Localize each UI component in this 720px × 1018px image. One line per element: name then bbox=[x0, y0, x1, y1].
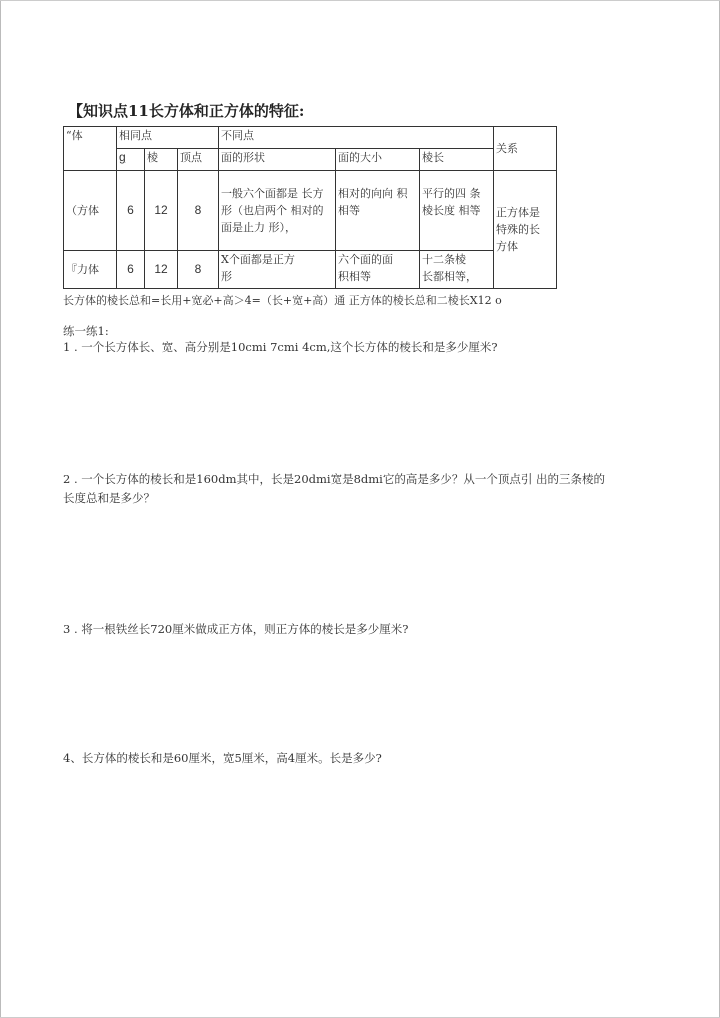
question-2-line: 2 . 一个长方体的棱长和是160dm其中，长是20dmi宽是8dmi它的高是多少？从一个顶点引 出的三条棱的 bbox=[63, 472, 605, 486]
page-border-top bbox=[0, 0, 720, 1]
cube-edge-length bbox=[420, 251, 494, 289]
table-header-row bbox=[64, 127, 557, 149]
relation-cell bbox=[494, 171, 557, 289]
question-3: 3 . 将一根铁丝长720厘米做成正方体，则正方体的棱长是多少厘米? bbox=[63, 622, 409, 636]
cuboid-face-shape bbox=[219, 171, 336, 251]
formula-line: 长方体的棱长总和=长用+宽必+高＞4=（长+宽+高）通 正方体的棱长总和二棱长X12 o bbox=[63, 294, 502, 307]
table-subheader-row bbox=[64, 149, 557, 171]
question-4: 4、长方体的棱长和是60厘米，宽5厘米，高4厘米。长是多少? bbox=[63, 751, 382, 765]
cube-shape-line: X个面都是正方 bbox=[221, 253, 295, 266]
row-name-cuboid: （方体 bbox=[64, 171, 117, 251]
edges-header: 棱 bbox=[145, 149, 178, 171]
cube-size-line: 六个面的面 bbox=[338, 253, 393, 266]
cube-edge-line: 长都相等， bbox=[422, 270, 477, 283]
face-size-header: 面的大小 bbox=[336, 149, 420, 171]
cube-shape-line: 形 bbox=[221, 270, 232, 283]
cuboid-edge-length bbox=[420, 171, 494, 251]
question-1: 1 . 一个长方体长、宽、高分别是10cmi 7cmi 4cm,这个长方体的棱长和是多少厘米? bbox=[63, 340, 498, 354]
page-border-left bbox=[0, 0, 1, 1018]
row-name-cube: 『力体 bbox=[64, 251, 117, 289]
same-points-header: 相同点 bbox=[117, 127, 219, 149]
faces-header: g bbox=[119, 150, 126, 164]
face-shape-header: 面的形状 bbox=[219, 149, 336, 171]
table-row-cube bbox=[64, 251, 557, 289]
cuboid-edges: 12 bbox=[145, 171, 178, 251]
diff-points-header: 不同点 bbox=[219, 127, 494, 149]
cube-edge-line: 十二条棱 bbox=[422, 253, 466, 266]
table-corner-cell: “体 bbox=[64, 127, 117, 171]
cuboid-vertices: 8 bbox=[178, 171, 219, 251]
cube-face-shape bbox=[219, 251, 336, 289]
relation-line: 特殊的长 bbox=[496, 223, 540, 236]
section-heading: 【知识点11长方体和正方体的特征: bbox=[68, 102, 305, 120]
relation-line: 方体 bbox=[496, 240, 518, 253]
table-row-cuboid bbox=[64, 171, 557, 251]
cuboid-edge-line: 平行的四 条 bbox=[422, 187, 481, 200]
practice-title: 练一练1: bbox=[63, 324, 109, 338]
cuboid-edge-line: 棱长度 相等 bbox=[422, 204, 481, 217]
cuboid-faces: 6 bbox=[117, 171, 145, 251]
cuboid-size-line: 相对的向向 积 bbox=[338, 187, 408, 200]
cube-face-size bbox=[336, 251, 420, 289]
vertices-header: 顶点 bbox=[178, 149, 219, 171]
relation-header: 关系 bbox=[494, 127, 557, 171]
question-2-line: 长度总和是多少？ bbox=[63, 491, 155, 505]
cuboid-shape-line: 形（也启两个 相对的 bbox=[221, 204, 324, 217]
cube-size-line: 积相等 bbox=[338, 270, 371, 283]
cube-edges: 12 bbox=[145, 251, 178, 289]
cube-faces: 6 bbox=[117, 251, 145, 289]
cuboid-face-size bbox=[336, 171, 420, 251]
cube-vertices: 8 bbox=[178, 251, 219, 289]
cuboid-shape-line: 面是止力 形）， bbox=[221, 221, 296, 234]
question-2 bbox=[63, 470, 605, 508]
relation-line: 正方体是 bbox=[496, 206, 540, 219]
cuboid-shape-line: 一般六个面都是 长方 bbox=[221, 187, 324, 200]
cuboid-size-line: 相等 bbox=[338, 204, 360, 217]
features-table bbox=[63, 126, 557, 289]
edge-length-header: 棱长 bbox=[420, 149, 494, 171]
